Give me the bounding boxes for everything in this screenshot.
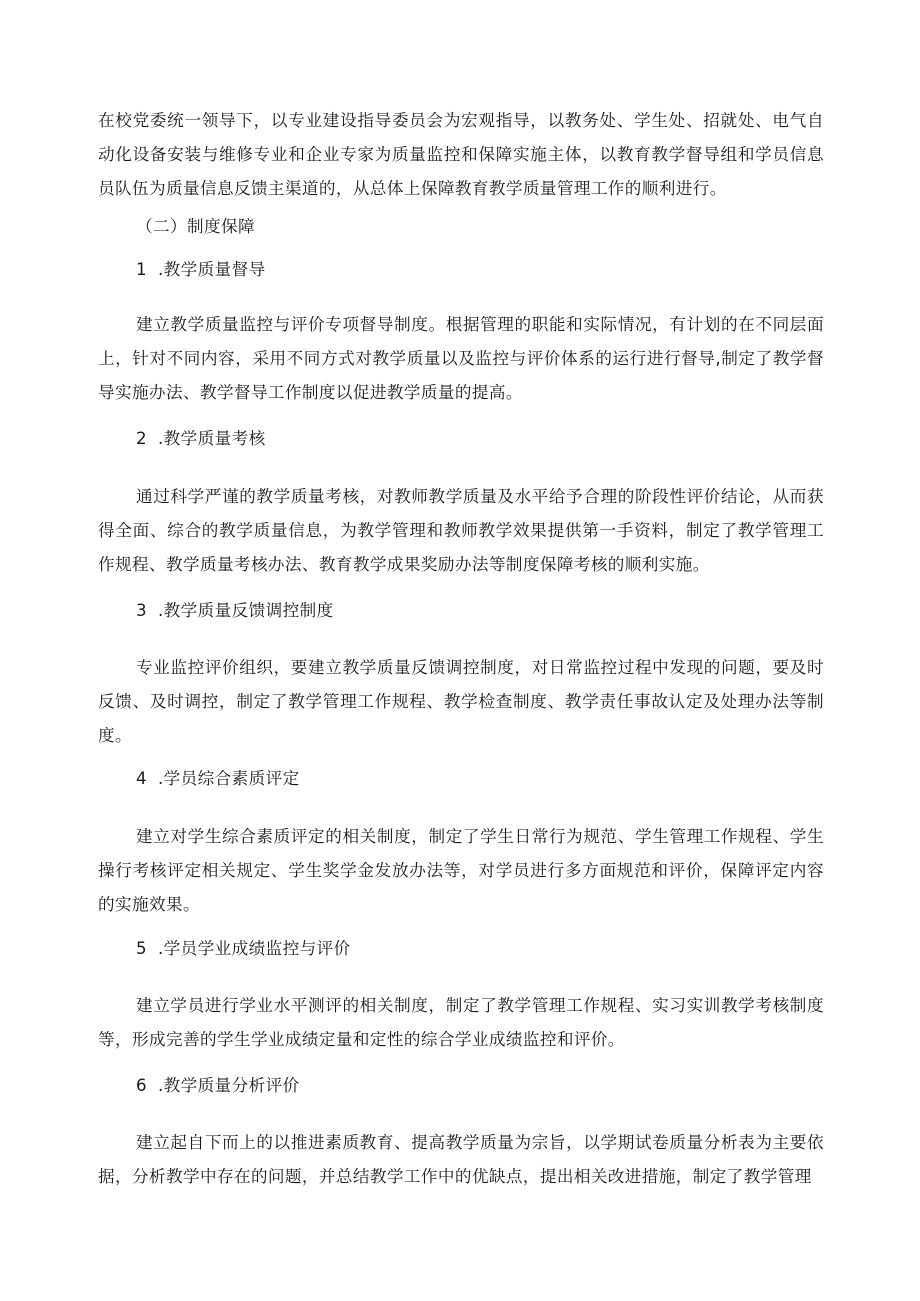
paragraph-5: 建立学员进行学业水平测评的相关制度，制定了教学管理工作规程、实习实训教学考核制度等，形成完善的学生学业成绩定量和定性的综合学业成绩监控和评价。 [98,996,824,1049]
heading-4 [136,768,300,790]
heading-3 [136,600,334,622]
paragraph-1: 建立教学质量监控与评价专项督导制度。根据管理的职能和实际情况，有计划的在不同层面上，针对不同内容，采用不同方式对教学质量以及监控与评价体系的运行进行督导,制定了教学督导实施办法、教学督导工作制度以促进教学质量的提高。 [98,315,824,402]
heading-number: 5 [136,939,147,958]
heading-title: .学员综合素质评定 [158,769,300,788]
heading-title: .学员学业成绩监控与评价 [158,939,351,958]
paragraph-6: 建立起自下而上的以推进素质教育、提高教学质量为宗旨，以学期试卷质量分析表为主要依据，分析教学中存在的问题，并总结教学工作中的优缺点，提出相关改进措施，制定了教学管理 [98,1133,824,1186]
paragraph-3: 专业监控评价组织，要建立教学质量反馈调控制度，对日常监控过程中发现的问题，要及时反馈、及时调控，制定了教学管理工作规程、教学检查制度、教学责任事故认定及处理办法等制度。 [98,658,824,745]
section-heading: （二）制度保障 [136,217,255,236]
intro-paragraph: 在校党委统一领导下，以专业建设指导委员会为宏观指导，以教务处、学生处、招就处、电气自动化设备安装与维修专业和企业专家为质量监控和保障实施主体，以教育教学督导组和学员信息员队伍为质量信息反馈主渠道的，从总体上保障教育教学质量管理工作的顺利进行。 [98,111,824,198]
heading-number: 3 [136,601,147,620]
heading-title: .教学质量反馈调控制度 [158,601,334,620]
heading-number: 4 [136,769,147,788]
heading-5 [136,938,351,960]
heading-number: 2 [136,429,147,448]
heading-number: 6 [136,1076,147,1095]
heading-6 [136,1075,300,1097]
heading-title: .教学质量督导 [158,260,266,279]
heading-number: 1 [136,260,147,279]
paragraph-2: 通过科学严谨的教学质量考核，对教师教学质量及水平给予合理的阶段性评价结论，从而获得全面、综合的教学质量信息，为教学管理和教师教学效果提供第一手资料，制定了教学管理工作规程、教学质量考核办法、教育教学成果奖励办法等制度保障考核的顺利实施。 [98,487,824,574]
heading-title: .教学质量分析评价 [158,1076,300,1095]
heading-1 [136,259,266,281]
paragraph-4: 建立对学生综合素质评定的相关制度，制定了学生日常行为规范、学生管理工作规程、学生操行考核评定相关规定、学生奖学金发放办法等，对学员进行多方面规范和评价，保障评定内容的实施效果。 [98,827,824,914]
heading-title: .教学质量考核 [158,429,266,448]
heading-2 [136,428,266,450]
